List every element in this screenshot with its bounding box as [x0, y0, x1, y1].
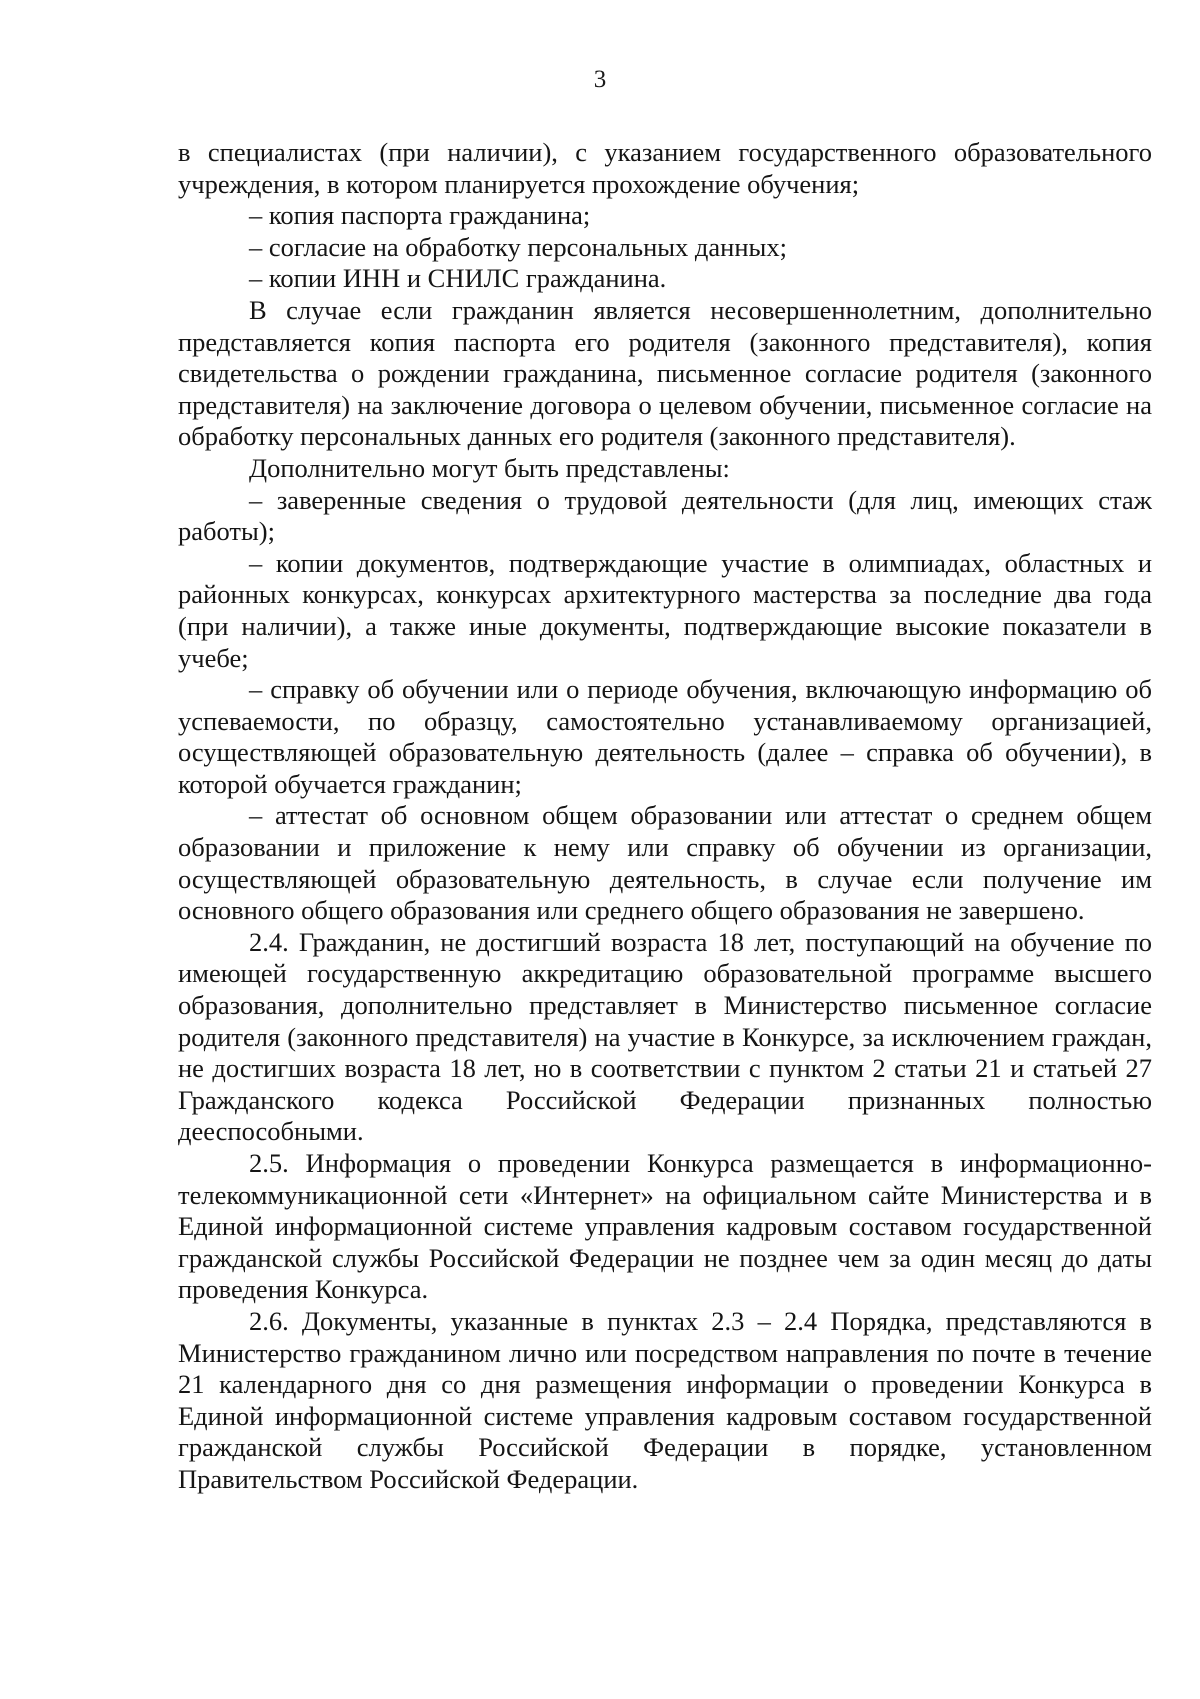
list-item-work-experience: – заверенные сведения о трудовой деятельности (для лиц, имеющих стаж работы); [178, 484, 1152, 547]
clause-2-5: 2.5. Информация о проведении Конкурса размещается в информационно-телекоммуникационной сети «Интернет» на официальном сайте Министерства и в Единой информационной системе управления кадровым составом государственной гражданской службы Российской Федерации не позднее чем за один месяц до даты проведения Конкурса. [178, 1148, 1152, 1305]
list-item-inn-snils: – копии ИНН и СНИЛС гражданина. [249, 263, 667, 294]
list-item-passport-copy: – копия паспорта гражданина; [249, 200, 591, 231]
list-item-data-consent: – согласие на обработку персональных данных; [249, 231, 787, 262]
paragraph-additional-heading: Дополнительно могут быть представлены: [249, 452, 730, 483]
paragraph-minor-citizen: В случае если гражданин является несовершеннолетним, дополнительно представляется копия паспорта его родителя (законного представителя), копия свидетельства о рождении гражданина, письменное согласие родителя (законного представителя) на заключение договора о целевом обучении, письменное согласие на обработку персональных данных его родителя (законного представителя). [178, 294, 1152, 452]
document-body [178, 137, 1152, 1496]
paragraph-continuation: в специалистах (при наличии), с указанием государственного образовательного учреждения, в котором планируется прохождение обучения; [178, 137, 1152, 199]
list-item-study-certificate: – справку об обучении или о периоде обучения, включающую информацию об успеваемости, по образцу, самостоятельно устанавливаемому организацией, осуществляющей образовательную деятельность (далее – справка об обучении), в которой обучается гражданин; [178, 674, 1152, 799]
clause-2-4: 2.4. Гражданин, не достигший возраста 18 лет, поступающий на обучение по имеющей государственную аккредитацию образовательной программе высшего образования, дополнительно представляет в Министерство письменное согласие родителя (законного представителя) на участие в Конкурсе, за исключением граждан, не достигших возраста 18 лет, но в соответствии с пунктом 2 статьи 21 и статьей 27 Гражданского кодекса Российской Федерации признанных полностью дееспособными. [178, 926, 1152, 1147]
page-number: 3 [593, 66, 607, 93]
list-item-school-attestat: – аттестат об основном общем образовании или аттестат о среднем общем образовании и приложение к нему или справку об обучении из организации, осуществляющей образовательную деятельность, в случае если получение им основного общего образования или среднего общего образования не завершено. [178, 800, 1152, 926]
list-item-olympiad-documents: – копии документов, подтверждающие участие в олимпиадах, областных и районных конкурсах, конкурсах архитектурного мастерства за последние два года (при наличии), а также иные документы, подтверждающие высокие показатели в учебе; [178, 547, 1152, 673]
clause-2-6: 2.6. Документы, указанные в пунктах 2.3 – 2.4 Порядка, представляются в Министерство гражданином лично или посредством направления по почте в течение 21 календарного дня со дня размещения информации о проведении Конкурса в Единой информационной системе управления кадровым составом государственной гражданской службы Российской Федерации в порядке, установленном Правительством Российской Федерации. [178, 1305, 1152, 1494]
